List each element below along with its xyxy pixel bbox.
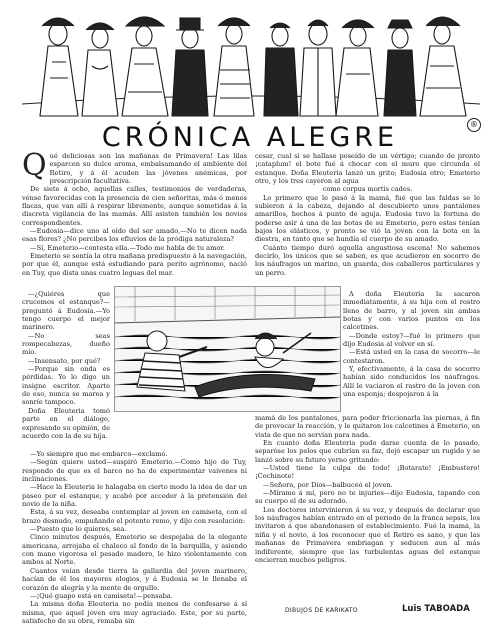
paragraph: Cinco minutos después, Emeterio se despojaba de la elegante americana, arrojaba el chaleco al fondo de la barquilla, y asiendo con mano vigorosa el pesado madero, le hizo violentamente con ambos al Norte. xyxy=(22,533,247,567)
paragraph: ué deliciosas son las mañanas de Primavera! Las lilas esparcen su dulce aroma, embalsamando el ambiente del Retiro, y á él acuden las jóvenes anémicas, por prescripción facultativa. xyxy=(49,152,247,186)
paragraph: Doña Eleuteria tomó parte en el diálogo, expresando su opinión, de acuerdo con la de su hija. xyxy=(22,406,110,440)
paragraph: —Puesto que lo quieres, sea. xyxy=(30,525,127,534)
column-2-narrow xyxy=(343,290,480,414)
column-1-bottom xyxy=(22,450,247,625)
article-title: CRÓNICA ALEGRE xyxy=(101,122,399,153)
paragraph: cesar, cual si se hallase poseído de un vértigo; cuando de pronto ¡cataplum! el bote fué á chocar con el muro que circunda el estanque. Doña Eleuteria lanzó un grito; Eudosia otro; Emeterio otro, y los tres cayeron al agua xyxy=(255,152,480,186)
paragraph: —Hace la Eleuteria le halagaba en cierto modo la idea de dar un paseo por el estanque, y acabó por acceder á la pretensión del novio de la niña. xyxy=(22,483,247,509)
article-illustration xyxy=(114,286,341,412)
paragraph: como corpus mortis cades. xyxy=(322,185,413,194)
paragraph: Cuantos veían desde tierra la gallardía del joven marinero, hacían de él los mayores elogios, y á Eudosia se le llenaba el corazón de alegría y la mente de orgullo. xyxy=(22,566,247,592)
paragraph: mamá de los pantalones, para poder friccionarla las piernas, á fin de provocar la reacción, y le quitaron los calcetines á Emeterio, en vista de que no servían para nada. xyxy=(255,414,480,439)
header-illustration xyxy=(22,4,480,122)
paragraph: —Mírame á mí, pero no te injuries—dijo Eudosia, tapando con su cuerpo el de su adorado. xyxy=(255,489,480,506)
column-1-narrow xyxy=(22,290,110,450)
paragraph: —Sí, Emeterio—contesta ella.—Todo me habla de tu amor. xyxy=(30,243,225,252)
registered-mark: ® xyxy=(467,118,481,132)
paragraph: Cuánto tiempo duró aquella angustiosa escena! No sabemos decirlo, los únicos que se saben, es que acudieron en socorro de los náufragos un marino, un guarda, dos caballeros particulares y un perro. xyxy=(255,243,480,277)
paragraph: Emeterio se sentía la otra mañana predispuesto á la navegación, por que él, aunque está estudiando para perito agrónomo, nació en Tuy, que dista unas cuatro leguas del mar. xyxy=(22,252,247,277)
illustration-credit: DIBUJOS DE KARIKATO xyxy=(285,607,358,614)
paragraph: En cuanto doña Eleuteria pudo darse cuenta de lo pasado, separóse los pelos que cubrían su faz, dejó escapar un rugido y se lanzó sobre su futuro yerno gritando: xyxy=(255,439,480,464)
paragraph: —Usted tiene la culpa de todo! ¡Botarate! ¡Embustero! ¡Cochinote! xyxy=(255,464,480,481)
column-2-bottom xyxy=(255,414,480,602)
column-1-top xyxy=(22,148,247,290)
author-signature: Luis TABOADA xyxy=(402,604,470,614)
paragraph: Los doctores intervinieron á su vez, y después de declarar que los náufragos habían entrado en el periodo de la franca sepsis, los invitaron á que abandonasen el establecimiento. Fué la mamá, la niña y el novio, á los reconocer que el Retiro es sano, y que las mañanas de Primavera embriagan y seducen aun al más indiferente, siempre que las turbulentas aguas del estanque encierran muchos peligros. xyxy=(255,505,480,564)
paragraph: —Está usted en la casa de socorro—le contestaron. xyxy=(343,348,480,365)
column-2-top xyxy=(255,152,480,286)
paragraph: —¡Qué guapo está en camiseta!—pensaba. xyxy=(30,591,173,600)
paragraph: —No seas rompecabezas, dueño mío. xyxy=(22,331,110,357)
paragraph: —¿Quiéres que crucemos el estanque?—preguntó á Eudosia.—Yo tengo cuerpo el mejor marinero. xyxy=(22,290,110,332)
paragraph: —Porque sin onda es pérdidas. Yo lo digo un insigne escritor. Aparte de eso, nunca se marea y sonríe tampoco. xyxy=(22,365,110,407)
paragraph: De siete á ocho, aquellas calles, testimonios de verdaderas, vénse favorecidas con la presencia de cien señoritas, más ó menos flacas, que van allí á respirar libremente, aunque sometidas á la discreta vigilancia de las mamás. Allí asisten también los novios correspondientes. xyxy=(22,185,247,227)
paragraph: Esta, á su vez, deseaba contemplar al joven en camiseta, con el brazo desnudo, empuñando el potente remo, y dijo con resolución: xyxy=(22,508,247,525)
paragraph: Y, efectivamente, á la casa de socorro habían sido conducidos los náufragos. Allí le vaciaron el rastro de la joven con una esponja; despojaron á la xyxy=(343,365,480,399)
paragraph: —Señora, por Dios—balbuceó el joven. xyxy=(263,480,393,489)
paragraph: —Donde estoy?—fué lo primero que dijo Eudosia al volver en sí. xyxy=(343,331,480,349)
paragraph: La misma doña Eleuteria no podía menos de confesarse á sí misma, que aquel joven era muy agraciado. Este, por su parte, satisfecho de su obra, remaba sin xyxy=(22,600,247,625)
paragraph: A doña Eleuteria la sacaron inmediatamente, á su hija con el rostro lleno de barro, y al joven sin ambas botas y con varios puntos en los calcetines. xyxy=(343,290,480,332)
paragraph: —Yo siempre que me embarco—exclamó. xyxy=(30,450,168,458)
paragraph: —Insensato, por qué? xyxy=(28,356,101,365)
paragraph: —Según quiere usted—suspiró Emeterio.—Como hijo de Tuy, respondo de que es el barco no ha de experimentar vaivenes ni inclinaciones. xyxy=(22,458,247,484)
paragraph: —Eudosia—dice uno al oído del ser amado,—No te dicen nada esas flores? ¿No percibes los efluvios de la pródiga naturaleza? xyxy=(22,227,247,244)
drop-cap: Q xyxy=(22,148,47,183)
paragraph: Lo primero que le pasó á la mamá, fué que las faldas se le subieron á la cabeza, dejando al descubierto unos pantalones amarillos, hechos á punto de aguja. Eudosia tuvo la fortuna de poderse asir á una de las botas de su Emeterio, pero estas tenían bajos los elásticos, y pronto se vió la joven con la bota en la diestra, en tanto que se hundía el cuerpo de su amado. xyxy=(255,193,480,244)
